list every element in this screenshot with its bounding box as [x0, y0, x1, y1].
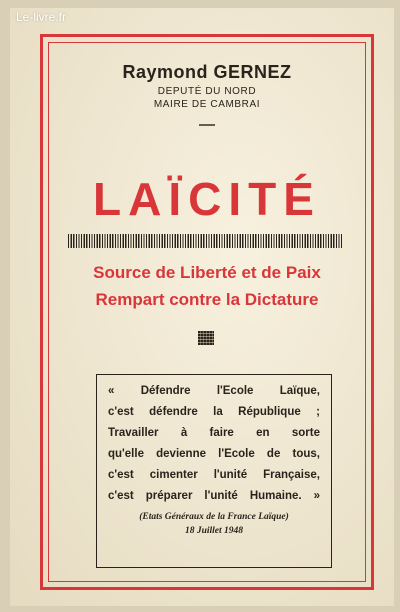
main-title: LAÏCITÉ	[93, 173, 321, 225]
separator-dash	[199, 124, 215, 126]
quote-line: qu'elle devienne l'Ecole de tous,	[108, 448, 320, 460]
author-name: Raymond GERNEZ	[122, 62, 292, 82]
quote-date: 18 Juillet 1948	[184, 526, 244, 536]
quote-source: (Etats Généraux de la France Laïque)	[139, 512, 289, 522]
quote-line: c'est cimenter l'unité Française,	[108, 469, 320, 481]
quote-line: c'est préparer l'unité Humaine. »	[108, 490, 320, 502]
quote-line: Travailler à faire en sorte	[108, 427, 320, 439]
subtitle-line-2: Rempart contre la Dictature	[95, 290, 319, 309]
hatched-rule	[68, 234, 343, 248]
quote-line: « Défendre l'Ecole Laïque,	[108, 385, 320, 397]
subtitle-line-1: Source de Liberté et de Paix	[93, 263, 321, 282]
watermark: Le-livre.fr	[16, 10, 67, 24]
quote-line: c'est défendre la République ;	[108, 406, 320, 418]
author-role-1: DEPUTÉ DU NORD	[157, 86, 257, 97]
author-role-2: MAIRE DE CAMBRAI	[153, 99, 261, 110]
ornament-square	[198, 331, 214, 345]
